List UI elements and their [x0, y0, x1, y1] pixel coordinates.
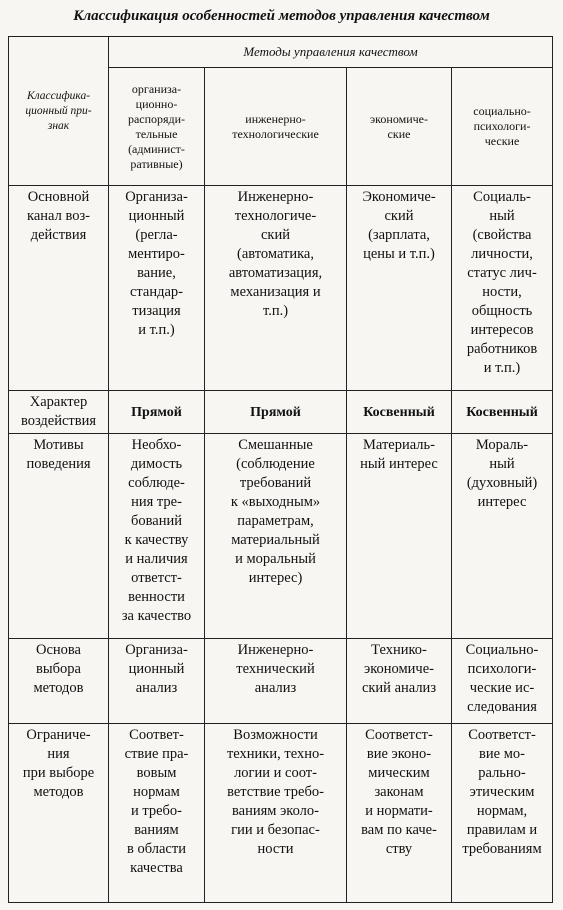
table-cell — [205, 434, 347, 639]
table-row — [9, 391, 553, 434]
cell-text: Возможности техники, техно- логии и соот- ветствие требо- ваниям эколо- гии и безопас- ности — [226, 727, 325, 857]
column-header-label: инженерно- технологические — [232, 111, 319, 141]
table-row — [9, 724, 553, 903]
header-corner-label: Классифика- ционный при- знак — [25, 89, 92, 132]
cell-text: Инженерно- технологиче- ский (автоматика, автоматизация, механизация и т.п.) — [228, 189, 323, 319]
table-cell — [452, 724, 553, 903]
cell-text: Социально- психологи- ческие ис- следования — [465, 642, 539, 715]
column-header-cell — [109, 68, 205, 186]
table-row — [9, 186, 553, 391]
cell-text: Социаль- ный (свойства личности, статус лич- ности, общность интересов работников и т.п.) — [466, 189, 538, 376]
table-cell — [347, 434, 452, 639]
table-cell — [109, 186, 205, 391]
table-cell — [109, 724, 205, 903]
cell-text: Прямой — [131, 404, 182, 420]
row-label-cell — [9, 639, 109, 724]
column-header-label: организа- ционно- распоряди- тельные (админист- ративные) — [127, 81, 186, 171]
header-methods-label: Методы управления качеством — [243, 44, 418, 59]
header-corner-cell — [9, 37, 109, 186]
cell-text: Соответст- вие мо- рально- этическим нормам, правилам и требованиям — [462, 727, 542, 857]
row-label: Мотивы поведения — [26, 437, 91, 472]
row-label: Основной канал воз- действия — [27, 189, 90, 243]
row-label-cell — [9, 391, 109, 434]
table-cell — [205, 391, 347, 434]
table-cell — [452, 186, 553, 391]
cell-text: Смешанные (соблюдение требований к «выходным» параметрам, материальный и моральный интерес) — [230, 437, 321, 586]
row-label-cell — [9, 434, 109, 639]
table-cell — [205, 186, 347, 391]
document-title: Классификация особенностей методов управления качеством — [73, 8, 490, 24]
cell-text: Инженерно- технический анализ — [236, 642, 315, 696]
table-cell — [347, 391, 452, 434]
column-header-cell — [347, 68, 452, 186]
table-cell — [452, 391, 553, 434]
cell-text: Косвенный — [466, 404, 538, 420]
table-row — [9, 434, 553, 639]
cell-text: Мораль- ный (духовный) интерес — [466, 437, 538, 510]
table-cell — [109, 434, 205, 639]
row-label-cell — [9, 724, 109, 903]
table-cell — [452, 639, 553, 724]
cell-text: Прямой — [250, 404, 301, 420]
table-cell — [109, 639, 205, 724]
row-label: Основа выбора методов — [33, 642, 84, 696]
cell-text: Соответст- вие эконо- мическим законам и нормати- вам по каче- ству — [361, 727, 437, 857]
classification-table — [8, 36, 553, 903]
row-label-cell — [9, 186, 109, 391]
cell-text: Организа- ционный анализ — [125, 642, 188, 696]
table-cell — [347, 186, 452, 391]
column-header-cell — [452, 68, 553, 186]
column-header-label: экономиче- ские — [370, 111, 428, 141]
table-cell — [347, 724, 452, 903]
cell-text: Соответ- ствие пра- вовым нормам и требо- ваниям в области качества — [124, 727, 189, 876]
row-label: Ограниче- ния при выборе методов — [22, 727, 95, 800]
cell-text: Необхо- димость соблюде- ния тре- бований к качеству и наличия ответст- венности за качество — [121, 437, 192, 624]
cell-text: Косвенный — [363, 404, 435, 420]
column-header-cell — [205, 68, 347, 186]
cell-text: Материаль- ный интерес — [360, 437, 438, 472]
cell-text: Экономиче- ский (зарплата, цены и т.п.) — [362, 189, 436, 262]
table-cell — [205, 724, 347, 903]
table-cell — [347, 639, 452, 724]
cell-text: Организа- ционный (регла- ментиро- вание, стандар- тизация и т.п.) — [125, 189, 188, 338]
row-label: Характер воздействия — [20, 394, 97, 429]
cell-text: Технико- экономиче- ский анализ — [361, 642, 437, 696]
table-cell — [452, 434, 553, 639]
header-row-methods — [9, 37, 553, 68]
table-cell — [109, 391, 205, 434]
header-methods-cell — [109, 37, 553, 68]
table-cell — [205, 639, 347, 724]
table-row — [9, 639, 553, 724]
column-header-label: социально- психологи- ческие — [473, 104, 531, 148]
